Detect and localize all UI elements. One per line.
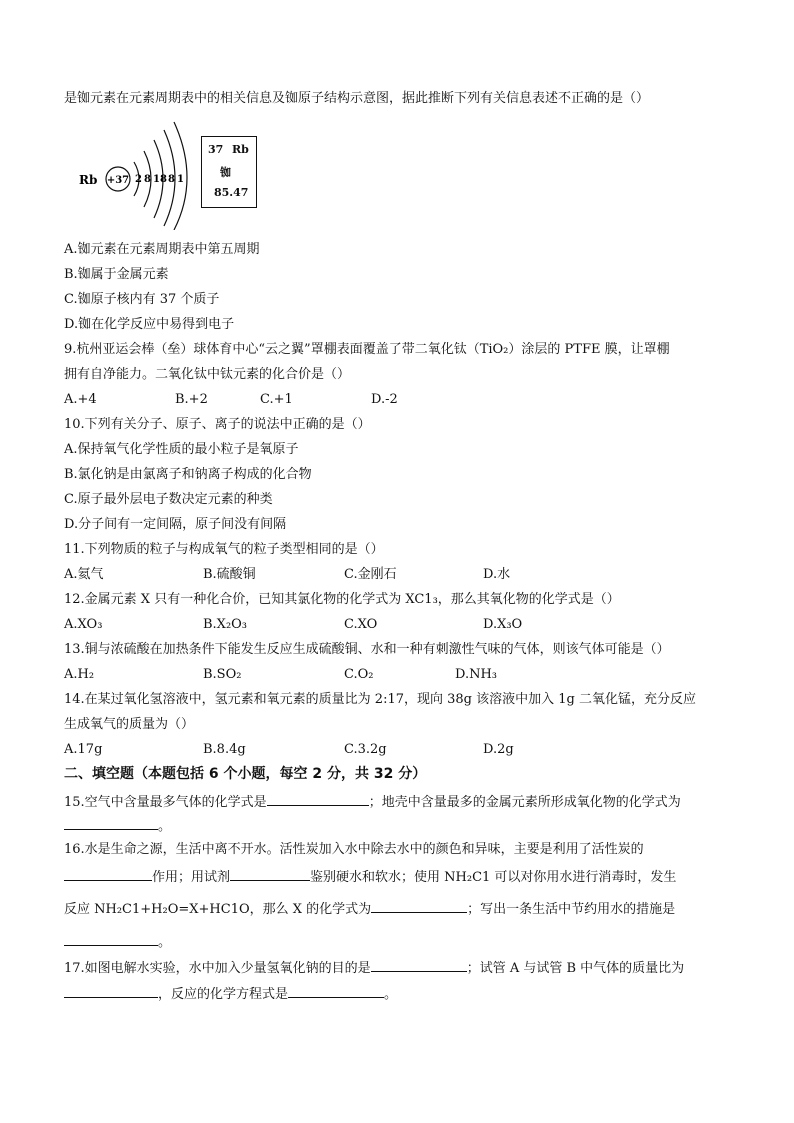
- q15-line1: [64, 791, 734, 812]
- q14-option-a: A.17g: [64, 742, 103, 757]
- shell-3-electrons: 18: [153, 174, 167, 185]
- q17-text-2: ；试管 A 与试管 B 中气体的质量比为: [466, 961, 685, 976]
- q17-blank-2[interactable]: [64, 983, 158, 998]
- q9-stem-line1: 9.杭州亚运会棒（垒）球体育中心“云之翼”罩棚表面覆盖了带二氧化钛（TiO₂）涂层的 PTFE 膜，让罩棚: [64, 342, 670, 357]
- q11-option-c: C.金刚石: [344, 567, 397, 582]
- q11-option-d: D.水: [483, 567, 511, 582]
- q10-option-a: A.保持氧气化学性质的最小粒子是氧原子: [64, 442, 299, 457]
- q14-stem-line1: 14.在某过氧化氢溶液中，氢元素和氧元素的质量比为 2:17，现向 38g 该溶液中加入 1g 二氧化锰，充分反应: [64, 692, 696, 707]
- q8-option-a: A.铷元素在元素周期表中第五周期: [64, 242, 260, 257]
- q15-blank-2[interactable]: [64, 815, 158, 830]
- element-name: 铷: [220, 166, 231, 179]
- atom-symbol: Rb: [79, 173, 98, 187]
- q17-blank-1[interactable]: [371, 957, 467, 972]
- q8-stem: 是铷元素在元素周期表中的相关信息及铷原子结构示意图，据此推断下列有关信息表述不正确的是（）: [64, 91, 650, 106]
- q17-text-1: 17.如图电解水实验，水中加入少量氢氧化钠的目的是: [64, 961, 371, 976]
- q9-option-c: C.+1: [260, 392, 293, 407]
- q13-option-d: D.NH₃: [455, 667, 498, 682]
- q16-blank-2[interactable]: [230, 866, 310, 881]
- q10-option-c: C.原子最外层电子数决定元素的种类: [64, 492, 273, 507]
- q13-option-b: B.SO₂: [203, 667, 242, 682]
- shell-2-electrons: 8: [144, 174, 151, 185]
- atom-structure-diagram: [74, 118, 194, 230]
- q14-option-b: B.8.4g: [203, 742, 246, 757]
- q11-option-b: B.硫酸铜: [203, 567, 256, 582]
- q15-blank-1[interactable]: [267, 791, 369, 806]
- q11-stem: 11.下列物质的粒子与构成氧气的粒子类型相同的是（）: [64, 542, 384, 557]
- periodic-table-card: [201, 136, 257, 208]
- q8-option-d: D.铷在化学反应中易得到电子: [64, 317, 235, 332]
- q14-stem-line2: 生成氧气的质量为（）: [64, 717, 195, 732]
- q15-end: 。: [158, 819, 172, 834]
- q16-text-4: 反应 NH₂C1+H₂O=X+HC1O，那么 X 的化学式为: [64, 902, 372, 917]
- element-symbol: Rb: [232, 143, 249, 156]
- q10-stem: 10.下列有关分子、原子、离子的说法中正确的是（）: [64, 417, 371, 432]
- shell-1-electrons: 2: [135, 174, 142, 185]
- q16-blank-4[interactable]: [64, 931, 158, 946]
- q16-end: 。: [158, 935, 172, 950]
- q13-stem: 13.铜与浓硫酸在加热条件下能发生反应生成硫酸铜、水和一种有刺激性气味的气体，则该气体可能是（）: [64, 642, 670, 657]
- q16-text-2: 作用；用试剂: [152, 870, 231, 885]
- q16-blank-1[interactable]: [64, 866, 152, 881]
- q12-option-c: C.XO: [344, 617, 378, 632]
- q9-stem-line2: 拥有自净能力。二氧化钛中钛元素的化合价是（）: [64, 367, 351, 382]
- q17-line1: [64, 957, 734, 978]
- q17-end: 。: [384, 987, 398, 1002]
- q9-option-b: B.+2: [175, 392, 208, 407]
- atomic-number: 37: [208, 143, 224, 156]
- q16-line2: [64, 866, 734, 887]
- q15-text-1: 15.空气中含量最多气体的化学式是: [64, 795, 267, 810]
- q16-text-5: ；写出一条生活中节约用水的措施是: [467, 902, 676, 917]
- atomic-mass: 85.47: [214, 186, 249, 199]
- q10-option-d: D.分子间有一定间隔，原子间没有间隔: [64, 517, 287, 532]
- q10-option-b: B.氯化钠是由氯离子和钠离子构成的化合物: [64, 467, 312, 482]
- q12-stem: 12.金属元素 X 只有一种化合价，已知其氯化物的化学式为 XC1₃，那么其氧化物的化学式是（）: [64, 592, 620, 607]
- q8-option-c: C.铷原子核内有 37 个质子: [64, 292, 220, 307]
- q16-blank-3[interactable]: [371, 898, 467, 913]
- q15-text-2: ；地壳中含量最多的金属元素所形成氧化物的化学式为: [368, 795, 681, 810]
- shell-4-electrons: 8: [168, 174, 175, 185]
- section-2-heading: 二、填空题（本题包括 6 个小题，每空 2 分，共 32 分）: [64, 766, 427, 782]
- q17-line2: [64, 983, 734, 1004]
- q14-option-d: D.2g: [483, 742, 514, 757]
- q14-option-c: C.3.2g: [344, 742, 387, 757]
- q9-option-d: D.-2: [371, 392, 398, 407]
- q16-line4: [64, 931, 734, 952]
- q12-option-b: B.X₂O₃: [203, 617, 248, 632]
- q12-option-a: A.XO₃: [64, 617, 103, 632]
- q11-option-a: A.氦气: [64, 567, 104, 582]
- q8-option-b: B.铷属于金属元素: [64, 267, 169, 282]
- q9-option-a: A.+4: [64, 392, 97, 407]
- q17-blank-3[interactable]: [288, 983, 384, 998]
- q15-line2: [64, 815, 734, 836]
- nucleus-charge: +37: [106, 175, 130, 186]
- q17-text-3: ，反应的化学方程式是: [158, 987, 289, 1002]
- q16-line1: 16.水是生命之源，生活中离不开水。活性炭加入水中除去水中的颜色和异味，主要是利用了活性炭的: [64, 842, 644, 857]
- q16-line3: [64, 898, 734, 919]
- q16-text-3: 鉴别硬水和软水；使用 NH₂C1 可以对你用水进行消毒时，发生: [310, 870, 677, 885]
- q13-option-a: A.H₂: [64, 667, 95, 682]
- shell-5-electrons: 1: [177, 174, 184, 185]
- q13-option-c: C.O₂: [344, 667, 374, 682]
- q12-option-d: D.X₃O: [483, 617, 523, 632]
